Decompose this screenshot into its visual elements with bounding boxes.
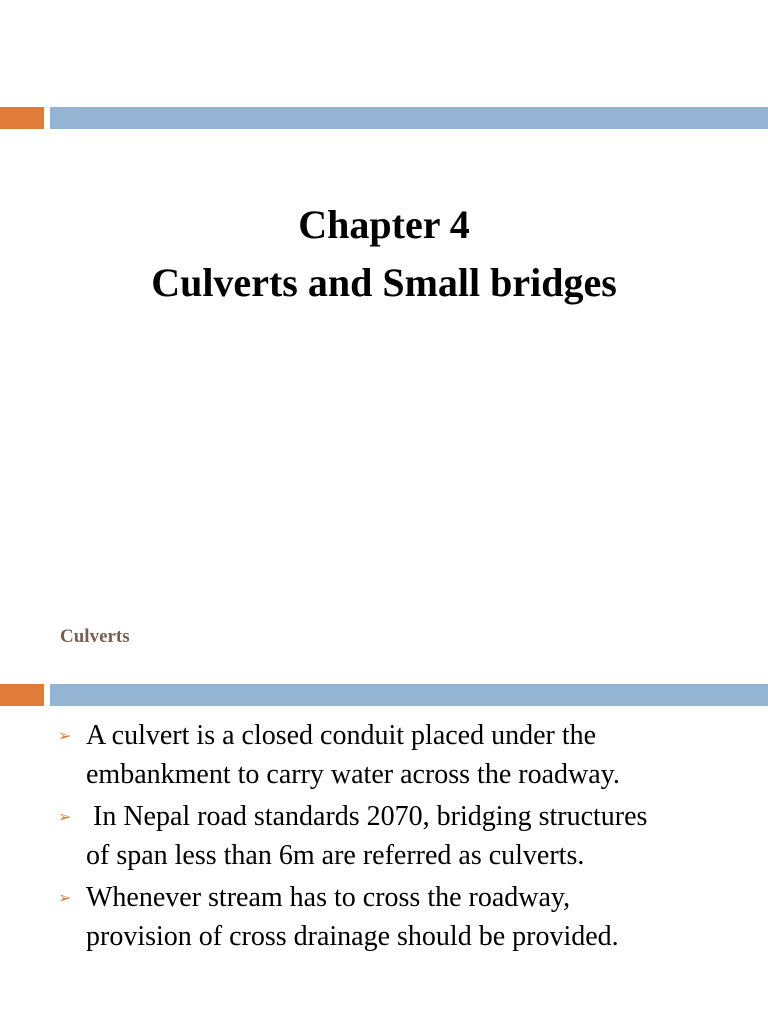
bullet-item: [56, 716, 746, 794]
arrowhead-bullet-icon: ➢: [58, 728, 72, 745]
bullet-list: [56, 716, 746, 959]
bullet-line: embankment to carry water across the roadway.: [86, 759, 620, 790]
bullet-line: of span less than 6m are referred as culverts.: [86, 840, 585, 871]
bullet-item: [56, 878, 746, 956]
band-bar-blue: [50, 684, 768, 706]
top-decorative-band: [0, 107, 768, 129]
arrowhead-bullet-icon: ➢: [58, 809, 72, 826]
bullet-line: A culvert is a closed conduit placed under the: [86, 720, 597, 751]
band-accent-orange: [0, 107, 44, 129]
title-line-topic: Culverts and Small bridges: [151, 260, 617, 305]
band-bar-blue: [50, 107, 768, 129]
slide-title: [0, 196, 768, 312]
arrowhead-bullet-icon: ➢: [58, 890, 72, 907]
title-line-chapter: Chapter 4: [298, 202, 470, 247]
band-accent-orange: [0, 684, 44, 706]
bullet-line: provision of cross drainage should be provided.: [86, 921, 619, 952]
bullet-line: In Nepal road standards 2070, bridging structures: [86, 801, 648, 832]
section-label: Culverts: [60, 626, 130, 647]
section-decorative-band: [0, 684, 768, 706]
bullet-line: Whenever stream has to cross the roadway,: [86, 882, 571, 913]
bullet-item: [56, 797, 746, 875]
